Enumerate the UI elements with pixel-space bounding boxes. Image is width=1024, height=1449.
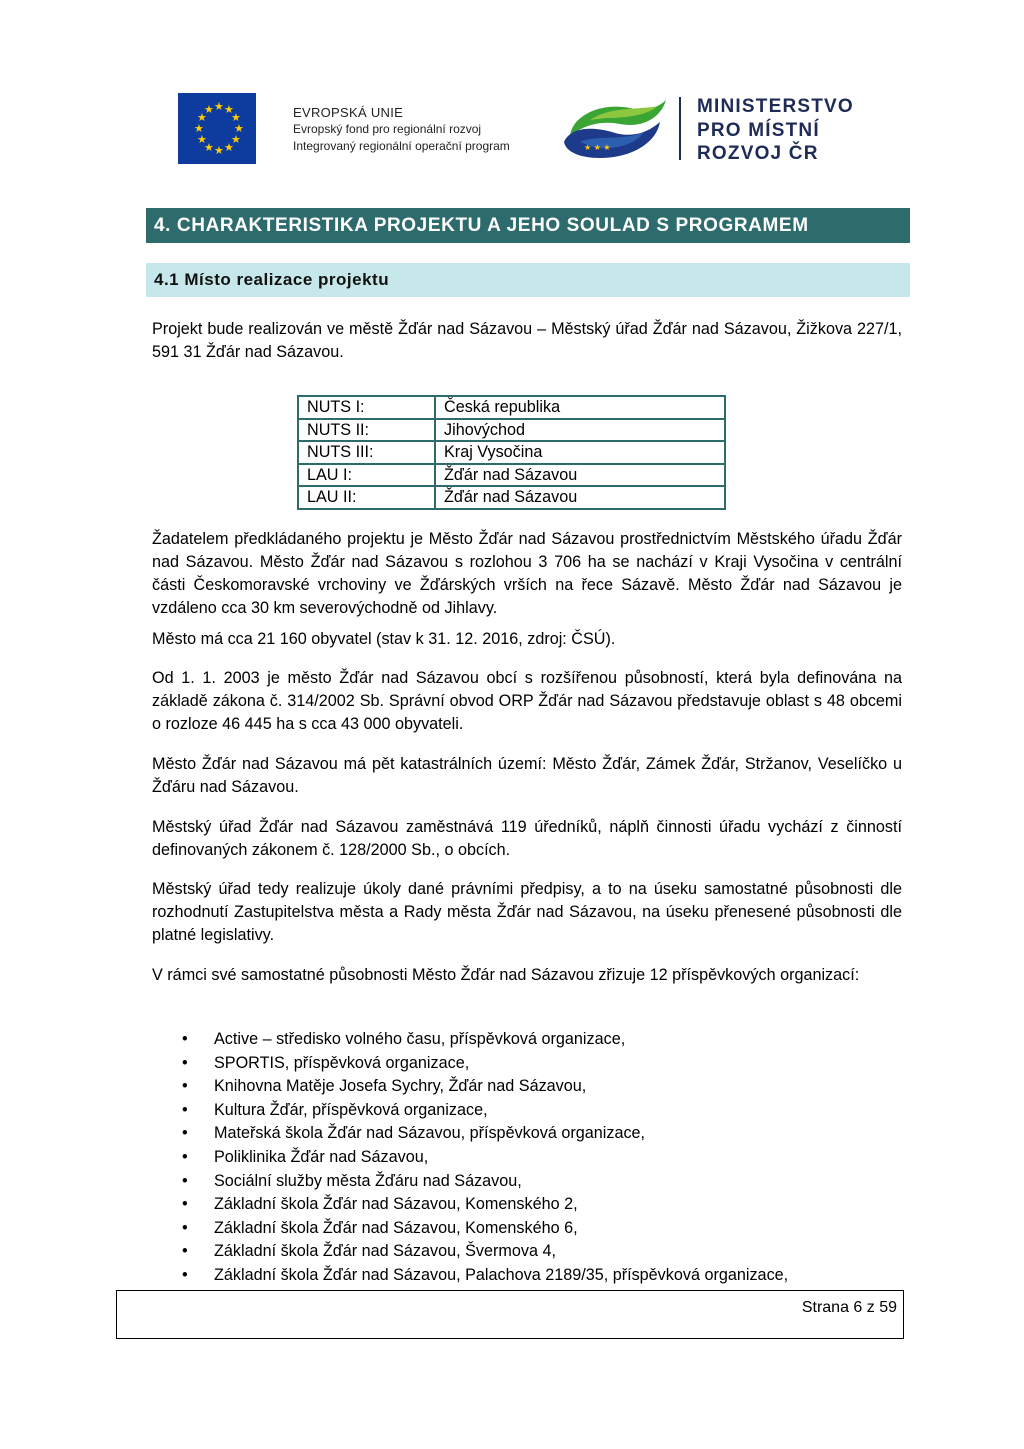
svg-text:★: ★ bbox=[204, 141, 214, 154]
ministry-logo-icon bbox=[560, 98, 668, 164]
list-item: • SPORTIS, příspěvková organizace, bbox=[182, 1052, 788, 1076]
staff-paragraph: Městský úřad Žďár nad Sázavou zaměstnává 119 úředníků, náplň činnosti úřadu vychází z činností definovaných zákonem č. 128/2000 Sb., o obcích. bbox=[152, 818, 902, 859]
ministry-line-1: MINISTERSTVO bbox=[697, 96, 854, 117]
intro-paragraph: Projekt bude realizován ve městě Žďár nad Sázavou – Městský úřad Žďár nad Sázavou, Žižkova 227/1, 591 31 Žďár nad Sázavou. bbox=[152, 320, 902, 361]
eu-stars-icon bbox=[178, 93, 256, 164]
nuts-value: Žďár nad Sázavou bbox=[435, 486, 725, 509]
list-item: • Knihovna Matěje Josefa Sychry, Žďár nad Sázavou, bbox=[182, 1075, 788, 1099]
eu-flag-logo bbox=[178, 93, 256, 164]
list-item: • Kultura Žďár, příspěvková organizace, bbox=[182, 1099, 788, 1123]
nuts-key: LAU I: bbox=[298, 464, 435, 487]
list-item: • Základní škola Žďár nad Sázavou, Komenského 2, bbox=[182, 1193, 788, 1217]
duties-paragraph: Městský úřad tedy realizuje úkoly dané právními předpisy, a to na úseku samostatné působnosti dle rozhodnutí Zastupitelstva města a Rady města Žďár nad Sázavou, na úseku přenesené působnosti dle platné legislativy. bbox=[152, 880, 902, 944]
list-item: • Základní škola Žďár nad Sázavou, Švermova 4, bbox=[182, 1240, 788, 1264]
eu-program-text bbox=[293, 104, 510, 155]
orp-paragraph: Od 1. 1. 2003 je město Žďár nad Sázavou obcí s rozšířenou působností, která byla definována na základě zákona č. 314/2002 Sb. Správní obvod ORP Žďár nad Sázavou představuje oblast s 48 obcemi o rozloze 46 445 ha s cca 43 000 obyvateli. bbox=[152, 669, 902, 733]
ministry-name bbox=[697, 95, 854, 166]
list-item: • Active – středisko volného času, příspěvková organizace, bbox=[182, 1028, 788, 1052]
applicant-paragraph: Žadatelem předkládaného projektu je Město Žďár nad Sázavou prostřednictvím Městského úřadu Žďár nad Sázavou. Město Žďár nad Sázavou s rozlohou 3 706 ha se nachází v Kraji Vysočina v centrální části Českomoravské vrchoviny ve Žďárských vrších na řece Sázavě. Město Žďár nad Sázavou je vzdáleno cca 30 km severovýchodně od Jihlavy. bbox=[152, 530, 902, 617]
eu-line-2: Evropský fond pro regionální rozvoj bbox=[293, 122, 482, 136]
nuts-key: NUTS I: bbox=[298, 396, 435, 419]
population-paragraph: Město má cca 21 160 obyvatel (stav k 31. 12. 2016, zdroj: ČSÚ). bbox=[152, 630, 616, 648]
list-item: • Poliklinika Žďár nad Sázavou, bbox=[182, 1146, 788, 1170]
svg-text:★: ★ bbox=[224, 103, 234, 116]
svg-text:★: ★ bbox=[214, 144, 224, 157]
nuts-key: NUTS III: bbox=[298, 441, 435, 464]
eu-line-1: EVROPSKÁ UNIE bbox=[293, 105, 404, 120]
svg-text:★: ★ bbox=[224, 141, 234, 154]
ministry-line-2: PRO MÍSTNÍ bbox=[697, 119, 820, 141]
svg-text:★: ★ bbox=[214, 100, 224, 113]
section-heading: 4.1 Místo realizace projektu bbox=[146, 263, 910, 297]
nuts-value: Kraj Vysočina bbox=[435, 441, 725, 464]
page-footer bbox=[116, 1290, 904, 1339]
table-row bbox=[298, 441, 725, 464]
svg-text:★: ★ bbox=[234, 122, 244, 135]
nuts-value: Jihovýchod bbox=[435, 419, 725, 442]
organizations-list bbox=[182, 1028, 788, 1288]
eu-line-3: Integrovaný regionální operační program bbox=[293, 139, 510, 153]
svg-text:★: ★ bbox=[197, 111, 207, 124]
table-row bbox=[298, 464, 725, 487]
table-row bbox=[298, 419, 725, 442]
nuts-value: Žďár nad Sázavou bbox=[435, 464, 725, 487]
page-number: Strana 6 z 59 bbox=[801, 1299, 897, 1316]
list-item: • Základní škola Žďár nad Sázavou, Komenského 6, bbox=[182, 1217, 788, 1241]
nuts-value: Česká republika bbox=[435, 396, 725, 419]
list-item: • Základní škola Žďár nad Sázavou, Palachova 2189/35, příspěvková organizace, bbox=[182, 1264, 788, 1288]
nuts-key: LAU II: bbox=[298, 486, 435, 509]
page-header bbox=[0, 0, 1024, 200]
nuts-table bbox=[297, 395, 726, 510]
list-item: • Mateřská škola Žďár nad Sázavou, příspěvková organizace, bbox=[182, 1122, 788, 1146]
svg-text:★ ★ ★: ★ ★ ★ bbox=[584, 143, 611, 152]
organizations-intro: V rámci své samostatné působnosti Město Žďár nad Sázavou zřizuje 12 příspěvkových organizací: bbox=[152, 966, 860, 984]
cadastral-paragraph: Město Žďár nad Sázavou má pět katastrálních území: Město Žďár, Zámek Žďár, Stržanov, Veselíčko u Žďáru nad Sázavou. bbox=[152, 755, 902, 796]
ministry-line-3: ROZVOJ ČR bbox=[697, 143, 819, 164]
chapter-heading: 4. CHARAKTERISTIKA PROJEKTU A JEHO SOULAD S PROGRAMEM bbox=[146, 208, 910, 243]
table-row bbox=[298, 396, 725, 419]
svg-text:★: ★ bbox=[231, 111, 241, 124]
nuts-key: NUTS II: bbox=[298, 419, 435, 442]
svg-text:★: ★ bbox=[204, 103, 214, 116]
table-row bbox=[298, 486, 725, 509]
svg-text:★: ★ bbox=[197, 133, 207, 146]
list-item: • Sociální služby města Žďáru nad Sázavou, bbox=[182, 1170, 788, 1194]
logo-divider bbox=[679, 97, 681, 160]
svg-text:★: ★ bbox=[194, 122, 204, 135]
svg-text:★: ★ bbox=[231, 133, 241, 146]
